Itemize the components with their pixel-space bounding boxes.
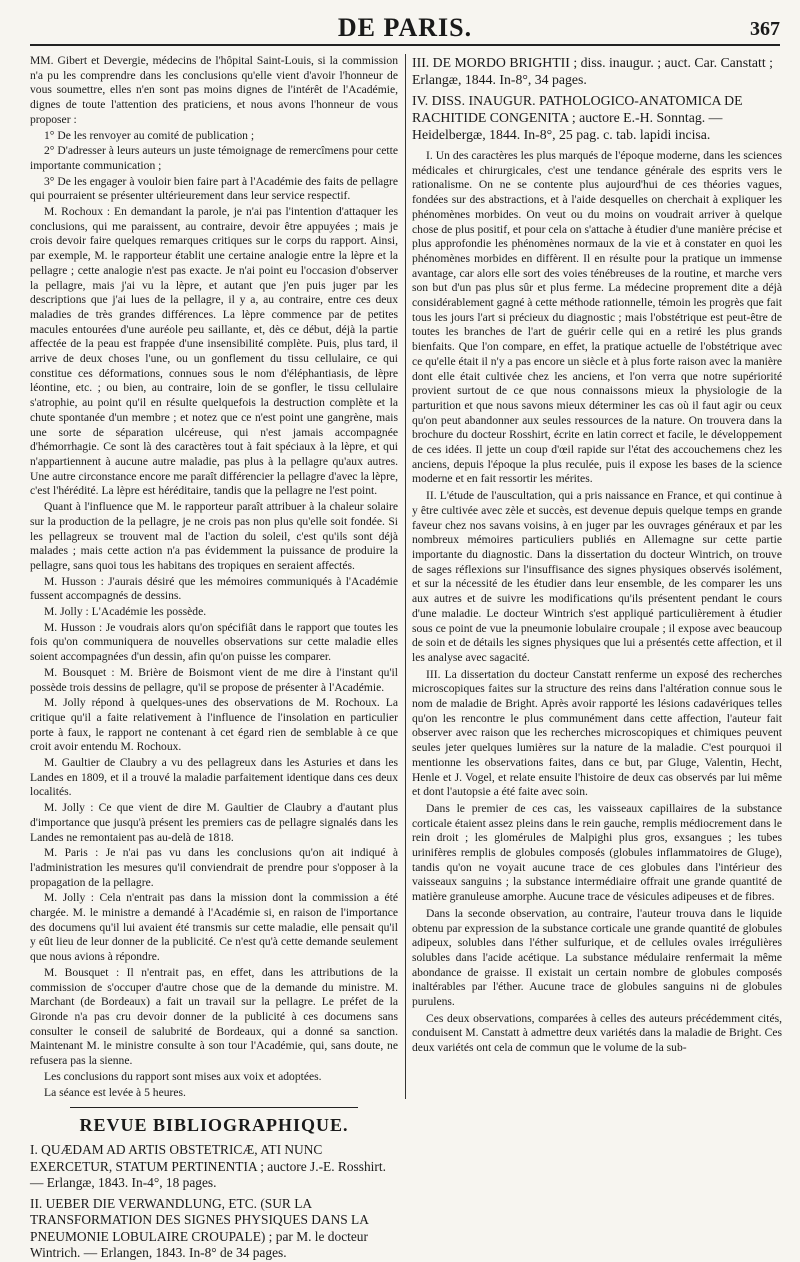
right-column: [412, 54, 782, 1099]
paragraph: M. Gaultier de Claubry a vu des pellagreux dans les Asturies et dans les Landes en 1809, et il a trouvé la maladie parfaitement identique dans ces deux localités.: [30, 756, 398, 799]
paragraph: MM. Gibert et Devergie, médecins de l'hôpital Saint-Louis, si la commission n'a pu les comprendre dans les conclusions qu'elle vient d'avoir l'honneur de vous soumettre, elles n'en sont pas moins dignes de l'intérêt de l'Académie, dignes de toute l'attention des praticiens, et nous avons l'honneur de vous proposer :: [30, 54, 398, 126]
page-header: [30, 14, 780, 46]
paragraph: Dans le premier de ces cas, les vaisseaux capillaires de la substance corticale étaient assez pleins dans le rein gauche, remplis médiocrement dans le rein droit ; les glomérules de Malpighi plus gros, exsangues ; les tubes urinifères remplis de globules composés (globules inflammatoires de Gluge), tandis qu'on ne voyait aucune trace de ces globules dans l'intérieur des vaisseaux sanguins ; la substance intermédiaire offrait une grande quantité de matière granuleuse amorphe. Aucune trace de vésicules adipeuses et de fibres.: [412, 801, 782, 904]
paragraph: M. Bousquet : M. Brière de Boismont vient de me dire à l'instant qu'il possède trois dessins de pellagre, qu'il se propose de présenter à l'Académie.: [30, 665, 398, 694]
paragraph: M. Rochoux : En demandant la parole, je n'ai pas l'intention d'attaquer les conclusions, qui me paraissent, au contraire, devoir être appuyées ; mais je crois devoir faire quelques remarques critiques sur le corps du rapport. Ainsi, par exemple, M. le rapporteur établit une certaine analogie entre la lèpre et la pellagre ; cette analogie n'est pas exacte. Je n'ai point eu l'occasion d'observer la pellagre, mais j'ai vu la lèpre, et autant que j'en puis juger par les descriptions que j'ai lues de la pellagre, il y a, au contraire, entre ces deux maladies de très grandes différences. La lèpre commence par de petites macules entourées d'une auréole peu saillante, et, dès ce début, déjà la partie affectée de la peau est frappée d'une insensibilité complète. Puis, plus tard, il arrive de deux choses l'une, ou un gonflement du tissu cellulaire, ce qui constitue ces déformations, connues sous le nom d'éléphantiasis, de lèpre léontine, etc. ; ou bien, au contraire, loin de se gonfler, le tissu cellulaire s'atrophie, au point qu'il en résulte quelquefois la destruction complète et la chute spontanée d'un membre ; et notez que ce n'est point une gangrène, mais une sorte de séparation ulcéreuse, qui n'est jamais accompagnée d'hémorrhagie. Ce sont là des caractères tout à fait spéciaux à la lèpre, et qui n'appartiennent à aucune autre maladie, pas plus à la pellagre qu'aux autres. Une autre circonstance encore me paraît différencier la pellagre d'avec la lèpre, c'est l'hérédité. La lèpre est héréditaire, tandis que la pellagre ne l'est point.: [30, 205, 398, 498]
paragraph: M. Jolly : Cela n'entrait pas dans la mission dont la commission a été chargée. M. le ministre a demandé à l'Académie si, en raison de l'importance des documens qu'il lui avaient été transmis sur cette maladie, elle pensait qu'il y eût lieu de leur donner de la publicité. Ce n'est qu'à cette demande seulement que nous avions à répondre.: [30, 891, 398, 964]
paragraph: M. Jolly : L'Académie les possède.: [44, 605, 207, 619]
column-divider: [405, 54, 406, 1099]
left-column: [30, 54, 398, 1261]
paragraph: 1° De les renvoyer au comité de publication ;: [44, 128, 255, 142]
paragraph: M. Bousquet : Il n'entrait pas, en effet, dans les attributions de la commission de s'occuper d'autre chose que de la demande du ministre. M. Marchant (de Bordeaux) a fait un travail sur la pellagre. Le préfet de la Gironde n'a pas cru devoir donner de la publicité à ces documens sans consulter le conseil de salubrité de Bordeaux, qui a donné sa sanction. Maintenant M. le ministre consulte à son tour l'Académie, qui, sans doute, ne refusera pas la sienne.: [30, 965, 398, 1068]
paragraph: Ces deux observations, comparées à celles des auteurs précédemment cités, conduisent M. Canstatt à admettre deux variétés dans la maladie de Bright. Ces deux variétés ont cela de commun que le volume de la sub-: [412, 1011, 782, 1055]
review-body: [412, 149, 782, 1056]
paragraph: M. Jolly : Ce que vient de dire M. Gaultier de Claubry a d'autant plus d'importance que jusqu'à présent les premiers cas de pellagre signalés dans les Landes ne remontaient pas au-delà de 1818.: [30, 801, 398, 844]
paragraph: M. Jolly répond à quelques-unes des observations de M. Rochoux. La critique qu'il a faite relativement à l'influence de l'insolation en particulier porte à faux, le rapport ne contenant à cet égard rien de semblable à ce que croit avoir entendu M. Rochoux.: [30, 696, 398, 754]
bibliography-entry: III. DE MORDO BRIGHTII ; diss. inaugur. ; auct. Car. Canstatt ; Erlangæ, 1844. In-8°, 34 pages.: [412, 55, 773, 87]
paragraph: M. Paris : Je n'ai pas vu dans les conclusions qu'on ait indiqué à l'administration les mesures qu'il conviendrait de prendre pour s'opposer à la propagation de la pellagre.: [30, 846, 398, 889]
bibliography-entry: IV. DISS. INAUGUR. PATHOLOGICO-ANATOMICA DE RACHITIDE CONGENITA ; auctore E.-H. Sonntag. — Heidelbergæ, 1844. In-8°, 25 pag. c. tab. lapidi incisa.: [412, 93, 743, 142]
section-title: REVUE BIBLIOGRAPHIQUE.: [79, 1115, 349, 1136]
bibliography-entry: II. UEBER DIE VERWANDLUNG, ETC. (SUR LA TRANSFORMATION DES SIGNES PHYSIQUES DANS LA PNEUMONIE LOBULAIRE CROUPALE) ; par M. le docteur Wintrich. — Erlangen, 1843. In-8° de 34 pages.: [30, 1195, 369, 1261]
paragraph: M. Husson : Je voudrais alors qu'on spécifiât dans le rapport que toutes les fois qu'on communiquera de nouvelles observations sur cette maladie elles soient accompagnées d'un dessin, afin qu'on puisse les comparer.: [30, 620, 398, 664]
paragraph: M. Husson : J'aurais désiré que les mémoires communiqués à l'Académie fussent accompagnés de dessins.: [30, 574, 398, 603]
paragraph: Les conclusions du rapport sont mises aux voix et adoptées.: [44, 1069, 322, 1083]
paragraph: III. La dissertation du docteur Canstatt renferme un exposé des recherches microscopiques faites sur la structure des reins dans l'altération connue sous le nom de maladie de Bright. Après avoir rapporté les lésions cadavériques telles qu'on les rencontre le plus communément dans cette affection, l'auteur fait observer avec raison que les recherches microscopiques et chimiques peuvent seules jeter quelques lumières sur la nature de la maladie. C'est pourquoi il mentionne les observations faites, dans ce but, par Gluge, Valentin, Hecht, Henle et J. Vogel, et relate ensuite l'histoire de deux cas observés par lui même et dont l'autopsie a été faite avec soin.: [412, 667, 782, 799]
running-title: DE PARIS.: [337, 13, 473, 42]
section-divider: [70, 1107, 358, 1108]
paragraph: 2° D'adresser à leurs auteurs un juste témoignage de remercîmens pour cette importante communication ;: [30, 144, 398, 172]
bibliography-entry: I. QUÆDAM AD ARTIS OBSTETRICÆ, ATI NUNC EXERCETUR, STATUM PERTINENTIA ; auctore J.-E. Rosshirt. — Erlangæ, 1843. In-4°, 18 pages.: [30, 1142, 386, 1191]
page-number: 367: [750, 18, 780, 40]
paragraph: I. Un des caractères les plus marqués de l'époque moderne, dans les sciences médicales et chirurgicales, c'est une tendance générale des esprits vers le rationalisme. On ne se contente plus aujourd'hui de ces théories vagues, fondées sur des abstractions, et à l'aide desquelles on cherchait à expliquer les phénomènes morbides. On veut ou du moins on voudrait arriver à quelque chose de plus positif, et pour cela on s'attache à étudier d'une manière précise et plus approfondie les phénomènes normaux de la vie et à constater en quoi les phénomènes morbides en diffèrent. Il en résulte pour la pratique un immense avantage, car alors elle sort des voies ténébreuses de la routine, et marche vers son but d'un pas plus sûr et plus ferme. La médecine proprement dite a déjà considérablement gagné à cette méthode rationnelle, témoin les progrès que fait tous les jours l'art si précieux du diagnostic ; mais l'obstétrique est peut-être de toutes les branches de l'art de guérir celle qui en a retiré les plus grands bienfaits. Que l'on compare, en effet, la pratique actuelle de l'obstétrique avec ce qu'elle était il n'y a pas encore un siècle et à plus forte raison avec la manière dont elle était cultivée chez les anciens, et l'on verra que notre supériorité provient surtout de ce que nous connaissons mieux la physiologie de la parturition et que nous savons mieux déterminer les cas où il faut agir ou ceux qu'on peut abandonner aux seules ressources de la nature. On trouvera dans la brochure du docteur Rosshirt, écrite en latin correct et facile, le développement de ces idées. Il jette un coup d'œil rapide sur l'état des accouchemens chez les anciens, depuis l'époque la plus reculée, puis il expose les bases de la science moderne et en fait ressortir les mérites.: [412, 149, 782, 486]
paragraph: 3° De les engager à vouloir bien faire part à l'Académie des faits de pellagre qui pourraient se présenter ultérieurement dans leur service respectif.: [30, 174, 398, 203]
paragraph: II. L'étude de l'auscultation, qui a pris naissance en France, et qui continue à y être cultivée avec zèle et succès, est devenue depuis quelque temps en grande faveur chez nos savans voisins, à en juger par les ouvrages généraux et par les nombreux mémoires particuliers publiés en Allemagne sur cette partie importante du diagnostic. Dans la dissertation du docteur Wintrich, on trouve de sages réflexions sur l'insuffisance des signes physiques observés isolément, et sur la nécessité de les étudier dans leur ensemble, de les comparer les uns aux autres et de suivre les modifications qu'ils présentent pendant le cours d'une maladie. Le docteur Wintrich s'est appliqué particulièrement à étudier sous ce point de vue la pneumonie lobulaire croupale ; il expose avec beaucoup de soin et de détails les signes physiques que lui a présentés cette affection, et il les analyse avec sagacité.: [412, 489, 782, 664]
paragraph: La séance est levée à 5 heures.: [44, 1085, 186, 1099]
paragraph: Quant à l'influence que M. le rapporteur paraît attribuer à la chaleur solaire sur la production de la pellagre, je ne crois pas non plus qu'elle soit fondée. Si les pellagreux se trouvent mal de l'action du soleil, c'est qu'ils sont déjà malades ; mais cette action n'a pas évidemment la puissance de produire la pellagre, sans quoi tous les habitans des tropiques en seraient affectés.: [30, 500, 398, 572]
paragraph: Dans la seconde observation, au contraire, l'auteur trouva dans le liquide obtenu par expression de la substance corticale une grande quantité de globules adipeux, solubles dans l'éther sulfurique, et de cellules ovales irrégulières solubles dans l'acide acétique. La substance médulaire renfermait la même abondance de graisse. Il existait un certain nombre de globules composés inaltérables par l'éther. Aucune trace de globules sanguins ni de globules purulens.: [412, 906, 782, 1009]
